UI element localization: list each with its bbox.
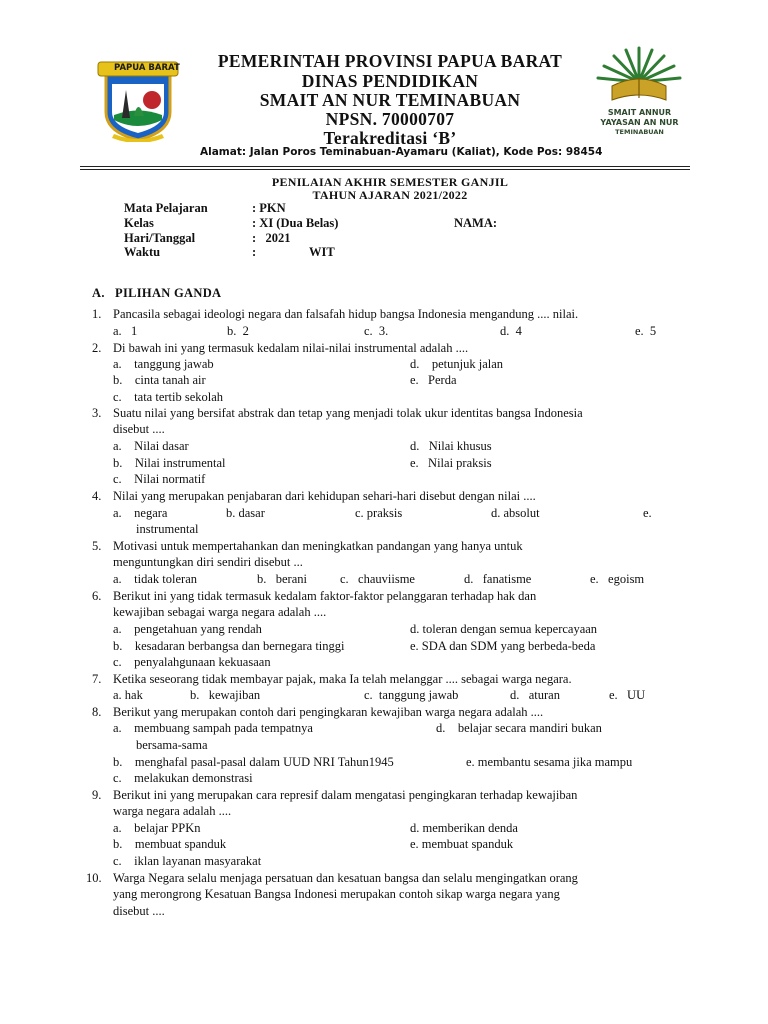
question-text-line1: Suatu nilai yang bersifat abstrak dan tetap yang menjadi tolak ukur identitas bangsa Indonesia (113, 406, 583, 420)
header-divider-thin (80, 169, 690, 170)
option-b: b. Nilai instrumental (113, 456, 226, 470)
question-number: 2. (92, 341, 102, 355)
question-text-line1: Motivasi untuk mempertahankan dan meningkatkan pandangan yang hanya untuk (113, 539, 523, 553)
question-text-line3: disebut .... (113, 904, 165, 918)
question-text-line2: disebut .... (113, 422, 165, 436)
header-line-government: PEMERINTAH PROVINSI PAPUA BARAT (217, 51, 563, 71)
question-text: Pancasila sebagai ideologi negara dan falsafah hidup bangsa Indonesia mengandung .... nilai. (113, 307, 579, 321)
option-b: b. menghafal pasal-pasal dalam UUD NRI Tahun1945 (113, 755, 394, 769)
option-a: a. membuang sampah pada tempatnya (113, 721, 313, 735)
option-a: a. belajar PPKn (113, 821, 201, 835)
option-c: c. tanggung jawab (364, 688, 459, 702)
option-b: b. 2 (227, 324, 249, 338)
question-text-line1: Berikut ini yang tidak termasuk kedalam faktor-faktor pelanggaran terhadap hak dan (113, 589, 537, 603)
time-colon: : (252, 245, 257, 259)
option-e: e. egoism (590, 572, 645, 586)
date-label: Hari/Tanggal (124, 231, 196, 245)
option-b: b. membuat spanduk (113, 837, 227, 851)
time-label: Waktu (124, 245, 161, 259)
exam-academic-year: TAHUN AJARAN 2021/2022 (312, 188, 468, 202)
option-c: c. iklan layanan masyarakat (113, 854, 262, 868)
question-text-line2: warga negara adalah .... (113, 804, 232, 818)
question-text: Di bawah ini yang termasuk kedalam nilai-nilai instrumental adalah .... (113, 341, 469, 355)
option-e: e. (643, 506, 652, 520)
class-label: Kelas (124, 216, 154, 230)
option-c: c. praksis (355, 506, 403, 520)
question-text-line2: kewajiban sebagai warga negara adalah .... (113, 605, 327, 619)
option-c: c. penyalahgunaan kekuasaan (113, 655, 271, 669)
option-b: b. dasar (226, 506, 265, 520)
option-d: d. toleran dengan semua kepercayaan (410, 622, 598, 636)
question-number: 9. (92, 788, 102, 802)
question-number: 10. (86, 871, 102, 885)
question-number: 1. (92, 307, 102, 321)
option-b: b. kewajiban (190, 688, 261, 702)
question-text: Nilai yang merupakan penjabaran dari kehidupan sehari-hari disebut dengan nilai .... (113, 489, 536, 503)
option-a-continued: instrumental (136, 522, 199, 536)
option-d: d. absolut (491, 506, 540, 520)
exam-title: PENILAIAN AKHIR SEMESTER GANJIL (271, 175, 509, 189)
subject-value: : PKN (252, 201, 286, 215)
question-text-line2: yang merongrong Kesatuan Bangsa Indonesi merupakan contoh sikap warga negara yang (113, 887, 560, 901)
question-number: 3. (92, 406, 102, 420)
smait-annur-logo-text-2: YAYASAN AN NUR (600, 118, 679, 127)
name-label: NAMA: (454, 216, 498, 230)
section-heading: A. PILIHAN GANDA (92, 286, 222, 300)
smait-annur-logo-text-3: TEMINABUAN (615, 128, 664, 136)
option-a: a. negara (113, 506, 168, 520)
question-number: 4. (92, 489, 102, 503)
smait-annur-logo-text-1: SMAIT ANNUR (607, 108, 672, 117)
question-number: 6. (92, 589, 102, 603)
question-text-line1: Berikut ini yang merupakan cara represif dalam mengatasi pengingkaran terhadap kewajiban (113, 788, 578, 802)
subject-label: Mata Pelajaran (124, 201, 208, 215)
option-e: e. SDA dan SDM yang berbeda-beda (410, 639, 596, 653)
option-e: e. 5 (635, 324, 657, 338)
question-text-line1: Warga Negara selalu menjaga persatuan dan kesatuan bangsa dan selalu mengingatkan orang (113, 871, 578, 885)
option-e: e. UU (609, 688, 646, 702)
option-e: e. membuat spanduk (410, 837, 514, 851)
option-d: d. Nilai khusus (410, 439, 492, 453)
option-d: d. 4 (500, 324, 522, 338)
option-c: c. tata tertib sekolah (113, 390, 224, 404)
option-e: e. membantu sesama jika mampu (466, 755, 633, 769)
question-number: 8. (92, 705, 102, 719)
option-a: a. pengetahuan yang rendah (113, 622, 262, 636)
option-a: a. Nilai dasar (113, 439, 189, 453)
option-d: d. memberikan denda (410, 821, 518, 835)
option-e: e. Perda (410, 373, 457, 387)
question-text: Berikut yang merupakan contoh dari pengingkaran kewajiban warga negara adalah .... (113, 705, 544, 719)
option-c: c. Nilai normatif (113, 472, 206, 486)
option-a: a. 1 (113, 324, 138, 338)
school-address: Alamat: Jalan Poros Teminabuan-Ayamaru (Kaliat), Kode Pos: 98454 (200, 146, 603, 158)
option-a: a. hak (113, 688, 143, 702)
header-line-school-name: SMAIT AN NUR TEMINABUAN (259, 90, 521, 110)
question-number: 7. (92, 672, 102, 686)
class-value: : XI (Dua Belas) (252, 216, 339, 230)
option-d: d. fanatisme (464, 572, 532, 586)
papua-barat-logo-text: PAPUA BARAT (114, 63, 180, 73)
question-text-line2: menguntungkan diri sendiri disebut ... (113, 555, 303, 569)
header-divider (80, 166, 690, 167)
option-c: c. 3. (364, 324, 389, 338)
option-c: c. chauviisme (340, 572, 415, 586)
question-text: Ketika seseorang tidak membayar pajak, maka Ia telah melanggar .... sebagai warga negara. (113, 672, 572, 686)
option-b: b. berani (257, 572, 307, 586)
header-line-npsn: NPSN. 70000707 (325, 109, 455, 129)
option-e: e. Nilai praksis (410, 456, 492, 470)
date-value: : 2021 (252, 231, 291, 245)
option-d: d. belajar secara mandiri bukan (436, 721, 602, 735)
option-a-continued: bersama-sama (136, 738, 208, 752)
option-b: b. kesadaran berbangsa dan bernegara tinggi (113, 639, 345, 653)
option-a: a. tidak toleran (113, 572, 197, 586)
option-d: d. petunjuk jalan (410, 357, 504, 371)
question-number: 5. (92, 539, 102, 553)
option-b: b. cinta tanah air (113, 373, 206, 387)
time-value: WIT (309, 245, 335, 259)
option-c: c. melakukan demonstrasi (113, 771, 253, 785)
option-a: a. tanggung jawab (113, 357, 214, 371)
header-line-department: DINAS PENDIDIKAN (301, 71, 479, 91)
header-line-accreditation: Terakreditasi ‘B’ (323, 128, 457, 148)
option-d: d. aturan (510, 688, 560, 702)
